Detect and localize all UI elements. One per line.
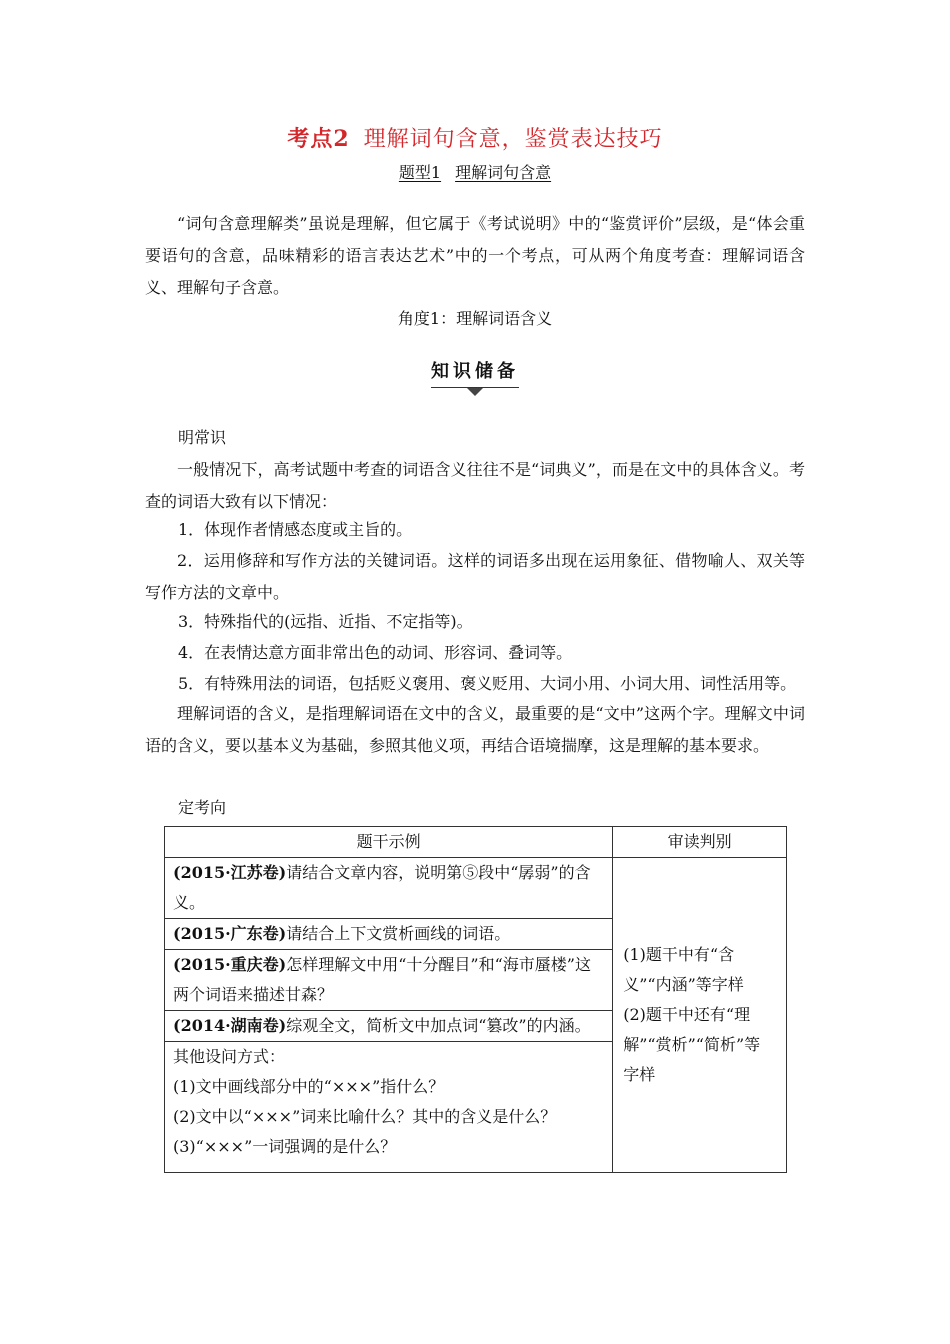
- exam-source: (2015·重庆卷): [173, 955, 287, 974]
- table-cell: [165, 950, 613, 1011]
- subtitle-text: 理解词句含意: [455, 163, 552, 182]
- subtitle: [0, 160, 950, 183]
- section-heading-direction: 定考向: [178, 798, 227, 817]
- table-cell: [165, 1011, 613, 1042]
- other-label: 其他设问方式：: [173, 1047, 286, 1066]
- title-prefix: 考点2: [287, 126, 350, 152]
- exam-source: (2015·江苏卷): [173, 863, 287, 882]
- judge-item: (2)题干中还有“理解”“赏析”“简析”等字样: [623, 1005, 761, 1084]
- other-item: (1)文中画线部分中的“×××”指什么？: [173, 1077, 445, 1096]
- other-item: (2)文中以“×××”词来比喻什么？其中的含义是什么？: [173, 1107, 557, 1126]
- list-item: 3．特殊指代的(远指、近指、不定指等)。: [178, 612, 473, 631]
- judge-cell: [613, 858, 787, 1173]
- badge-text: 知识储备: [431, 357, 519, 388]
- list-item: 1．体现作者情感态度或主旨的。: [178, 520, 413, 539]
- list-item: 2．运用修辞和写作方法的关键词语。这样的词语多出现在运用象征、借物喻人、双关等写作方法的文章中。: [145, 551, 805, 602]
- table-cell: [165, 1042, 613, 1173]
- column-header: 审读判别: [613, 827, 787, 858]
- exam-source: (2015·广东卷): [173, 924, 287, 943]
- other-item: (3)“×××”一词强调的是什么？: [173, 1137, 397, 1156]
- knowledge-badge: [0, 357, 950, 396]
- table-row: [165, 858, 787, 919]
- question-text: 综观全文，简析文中加点词“篡改”的内涵。: [286, 1016, 591, 1035]
- table-header-row: [165, 827, 787, 858]
- title-text: 理解词句含意，鉴赏表达技巧: [363, 127, 663, 152]
- section-heading-common-sense: 明常识: [178, 428, 227, 447]
- angle-heading: 角度1：理解词语含义: [397, 309, 553, 328]
- common-sense-paragraph: 一般情况下，高考试题中考查的词语含义往往不是“词典义”，而是在文中的具体含义。考查的词语大致有以下情况：: [145, 460, 805, 511]
- intro-paragraph: “词句含意理解类”虽说是理解，但它属于《考试说明》中的“鉴赏评价”层级，是“体会重要语句的含意，品味精彩的语言表达艺术”中的一个考点，可从两个角度考查：理解词语含义、理解句子含意。: [145, 214, 805, 297]
- question-text: 请结合文章内容，说明第⑤段中“孱弱”的含义。: [173, 863, 591, 912]
- list-item: 5．有特殊用法的词语，包括贬义褒用、褒义贬用、大词小用、小词大用、词性活用等。: [178, 674, 797, 693]
- meaning-paragraph: 理解词语的含义，是指理解词语在文中的含义，最重要的是“文中”这两个字。理解文中词语的含义，要以基本义为基础，参照其他义项，再结合语境揣摩，这是理解的基本要求。: [145, 704, 805, 755]
- exam-source: (2014·湖南卷): [173, 1016, 287, 1035]
- subtitle-prefix: 题型1: [398, 163, 442, 182]
- page-title: [0, 122, 950, 153]
- question-text: 怎样理解文中用“十分醒目”和“海市蜃楼”这两个词语来描述甘森？: [173, 955, 591, 1004]
- badge-arrow-icon: [467, 388, 483, 396]
- judge-item: (1)题干中有“含义”“内涵”等字样: [623, 945, 744, 994]
- question-text: 请结合上下文赏析画线的词语。: [286, 924, 511, 943]
- table-cell: [165, 858, 613, 919]
- list-item: 4．在表情达意方面非常出色的动词、形容词、叠词等。: [178, 643, 573, 662]
- table-cell: [165, 919, 613, 950]
- column-header: 题干示例: [165, 827, 613, 858]
- question-table: [164, 826, 787, 1173]
